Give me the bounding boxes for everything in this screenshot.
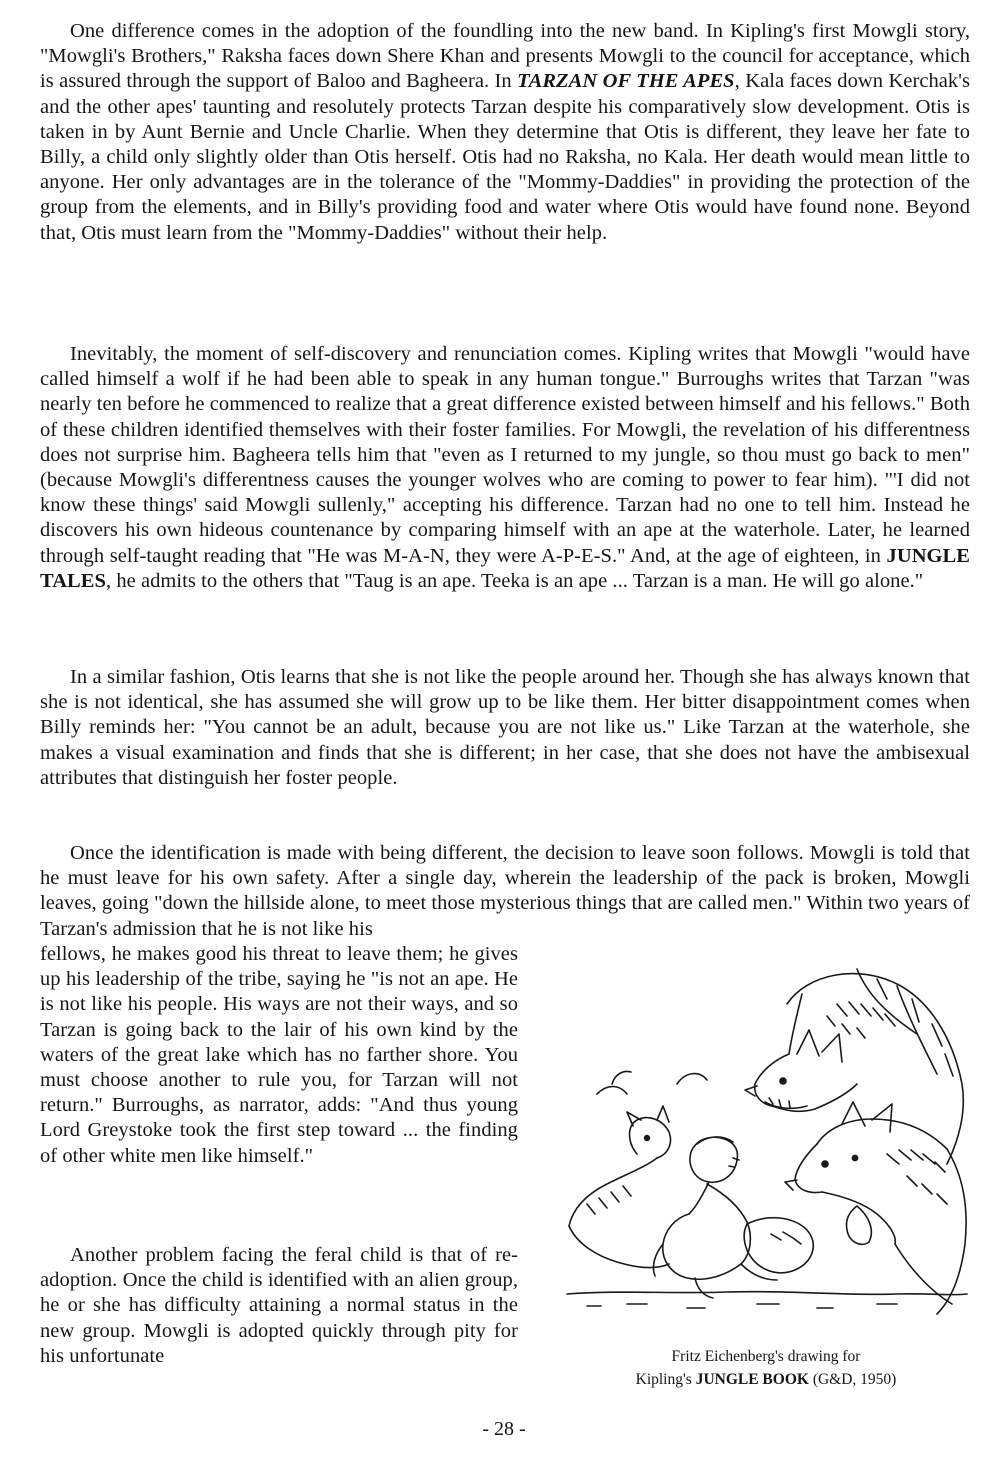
- caption-line-1: Fritz Eichenberg's drawing for: [671, 1348, 861, 1365]
- paragraph-self-discovery: [40, 342, 970, 594]
- page-number: - 28 -: [482, 1418, 526, 1440]
- paragraph-text: Inevitably, the moment of self-discovery and renunciation comes. Kipling writes that Mowgli "would have called himself a wolf if he had been able to speak in any human tongue." Burroughs writes that Tarzan "was nearly ten before he commenced to realize that a great difference existed between himself and his fellows." Both of these children identified themselves with their foster families. For Mowgli, the revelation of his differentness does not surprise him. Bagheera tells him that "even as I returned to my jungle, so thou must go back to men" (because Mowgli's differentness causes the younger wolves who are coming to power to fear him). "'I did not know these things' said Mowgli sullenly," accepting his difference. Tarzan had no one to tell him. Instead he discovers his own hideous countenance by comparing himself with an ape at the waterhole. Later, he learned through self-taught reading that "He was M-A-N, they were A-P-E-S." And, at the age of eighteen, in: [40, 343, 970, 567]
- paragraph-adoption: [40, 19, 970, 246]
- paragraph-tarzan-leaves: fellows, he makes good his threat to leave them; he gives up his leadership of the tribe, saying he "is not an ape. He is not like his people. His ways are not their ways, and so Tarzan is going back to the lair of his own kind by the waters of the great lake which has no farther shore. You must choose another to rule you, for Tarzan will not return." Burroughs, as narrator, adds: "And thus young Lord Greystoke took the first step toward ... the finding of other white men like himself.": [40, 943, 518, 1167]
- book-title-jungle-tales: JUNGLE TALES: [40, 544, 970, 592]
- illustration-wolves-and-mowgli: [557, 944, 977, 1324]
- figure-caption: [560, 1345, 972, 1391]
- caption-text: (G&D, 1950): [808, 1371, 897, 1388]
- caption-book-title: JUNGLE BOOK: [695, 1371, 809, 1388]
- caption-line-2: [560, 1368, 972, 1391]
- paragraph-text: One difference comes in the adoption of the foundling into the new band. In Kipling's first Mowgli story, "Mowgli's Brothers," Raksha faces down Shere Khan and presents Mowgli to the council for acceptance, which is assured through the support of Baloo and Bagheera. In: [40, 20, 970, 93]
- caption-text: Kipling's: [635, 1371, 696, 1388]
- book-title-tarzan-of-the-apes: TARZAN OF THE APES: [517, 70, 735, 93]
- paragraph-text: , Kala faces down Kerchak's and the other apes' taunting and resolutely protects Tarzan despite his comparatively slow development. Otis is taken in by Aunt Bernie and Uncle Charlie. When they determine that Otis is different, they leave her fate to Billy, a child only slightly older than Otis herself. Otis had no Raksha, no Kala. Her death would mean little to anyone. Her only advantages are in the tolerance of the "Mommy-Daddies" in providing the protection of the group from the elements, and in Billy's providing food and water where Otis would have found none. Beyond that, Otis must learn from the "Mommy-Daddies" without their help.: [40, 70, 971, 244]
- paragraph-otis-learns: In a similar fashion, Otis learns that she is not like the people around her. Though she has always known that she is not identical, she has assumed she will grow up to be like them. Her bitter disappointment comes when Billy reminds her: "You cannot be an adult, because you are not like us." Like Tarzan at the waterhole, she makes a visual examination and finds that she is different; in her case, that she does not have the ambisexual attributes that distinguish her foster people.: [40, 666, 970, 789]
- paragraph-decision-to-leave: Once the identification is made with being different, the decision to leave soon follows. Mowgli is told that he must leave for his own safety. After a single day, wherein the leadership of the pack is broken, Mowgli leaves, going "down the hillside alone, to meet those mysterious things that are called men." Within two years of Tarzan's admission that he is not like his: [40, 842, 970, 940]
- paragraph-re-adoption: Another problem facing the feral child is that of re-adoption. Once the child is identified with an alien group, he or she has difficulty attaining a normal status in the new group. Mowgli is adopted quickly through pity for his unfortunate: [40, 1244, 518, 1367]
- wolf-illustration-drawing: [557, 944, 977, 1324]
- paragraph-text: , he admits to the others that "Taug is an ape. Teeka is an ape ... Tarzan is a man. He will go alone.": [105, 569, 924, 592]
